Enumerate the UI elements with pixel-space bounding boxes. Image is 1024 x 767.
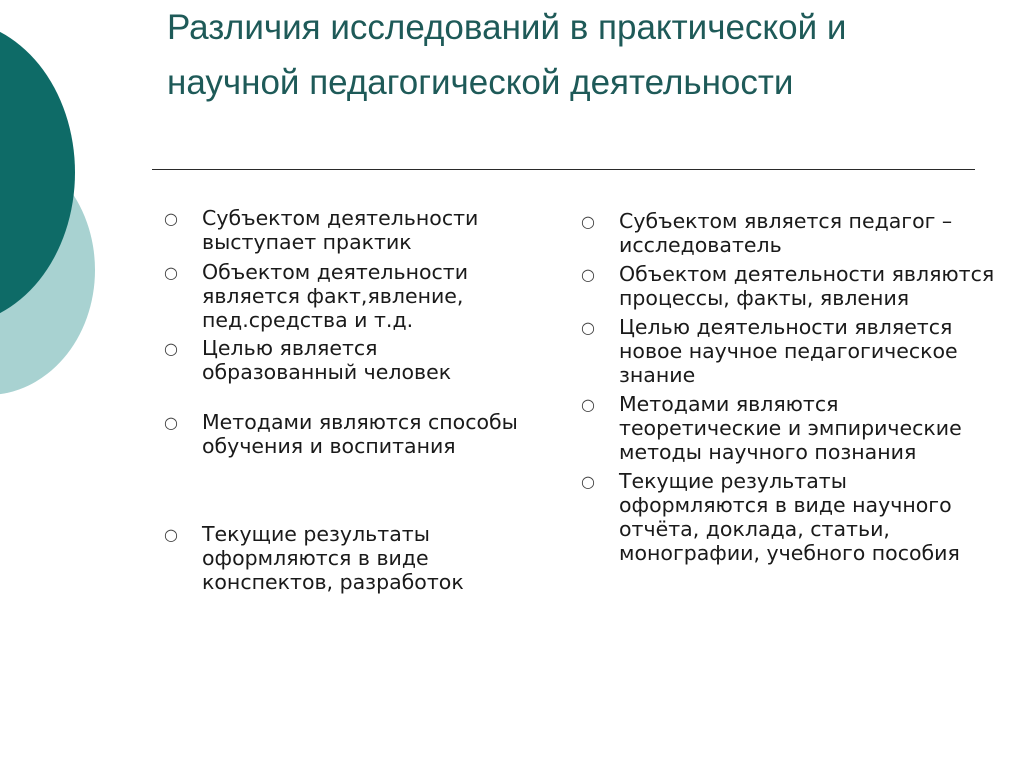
list-item-text: Объектом деятельности является факт,явление, пед.средства и т.д. bbox=[202, 260, 469, 332]
list-item-text: Целью деятельности является новое научное педагогическое знание bbox=[619, 315, 958, 387]
list-item bbox=[577, 209, 997, 257]
list-item bbox=[160, 336, 530, 384]
left-column-list bbox=[160, 206, 530, 594]
circle-bullet-icon: ○ bbox=[164, 525, 178, 544]
circle-bullet-icon: ○ bbox=[581, 318, 595, 337]
circle-bullet-icon: ○ bbox=[581, 472, 595, 491]
circle-bullet-icon: ○ bbox=[581, 212, 595, 231]
list-item-text: Субъектом деятельности выступает практик bbox=[202, 206, 479, 254]
list-item bbox=[160, 206, 530, 254]
circle-bullet-icon: ○ bbox=[164, 339, 178, 358]
list-item-text: Текущие результаты оформляются в виде конспектов, разработок bbox=[202, 522, 464, 594]
circle-bullet-icon: ○ bbox=[581, 265, 595, 284]
list-item-text: Целью является образованный человек bbox=[202, 336, 452, 384]
circle-bullet-icon: ○ bbox=[164, 413, 178, 432]
list-item-text: Методами являются способы обучения и воспитания bbox=[202, 410, 518, 458]
list-item-text: Текущие результаты оформляются в виде научного отчёта, доклада, статьи, монографии, учебного пособия bbox=[619, 469, 960, 565]
list-item bbox=[577, 262, 997, 310]
circle-bullet-icon: ○ bbox=[164, 263, 178, 282]
slide-title: Различия исследований в практической и научной педагогической деятельности bbox=[167, 8, 847, 102]
list-item bbox=[577, 315, 997, 387]
list-item bbox=[577, 392, 997, 464]
right-column-list bbox=[577, 209, 997, 565]
list-item-text: Объектом деятельности являются процессы, факты, явления bbox=[619, 262, 995, 310]
circle-bullet-icon: ○ bbox=[164, 209, 178, 228]
list-item bbox=[160, 260, 530, 332]
list-item bbox=[577, 469, 997, 565]
list-item-text: Субъектом является педагог – исследователь bbox=[619, 209, 953, 257]
title-divider bbox=[152, 169, 975, 170]
list-item bbox=[160, 522, 530, 594]
list-item-text: Методами являются теоретические и эмпирические методы научного познания bbox=[619, 392, 962, 464]
list-item bbox=[160, 410, 530, 458]
circle-bullet-icon: ○ bbox=[581, 395, 595, 414]
